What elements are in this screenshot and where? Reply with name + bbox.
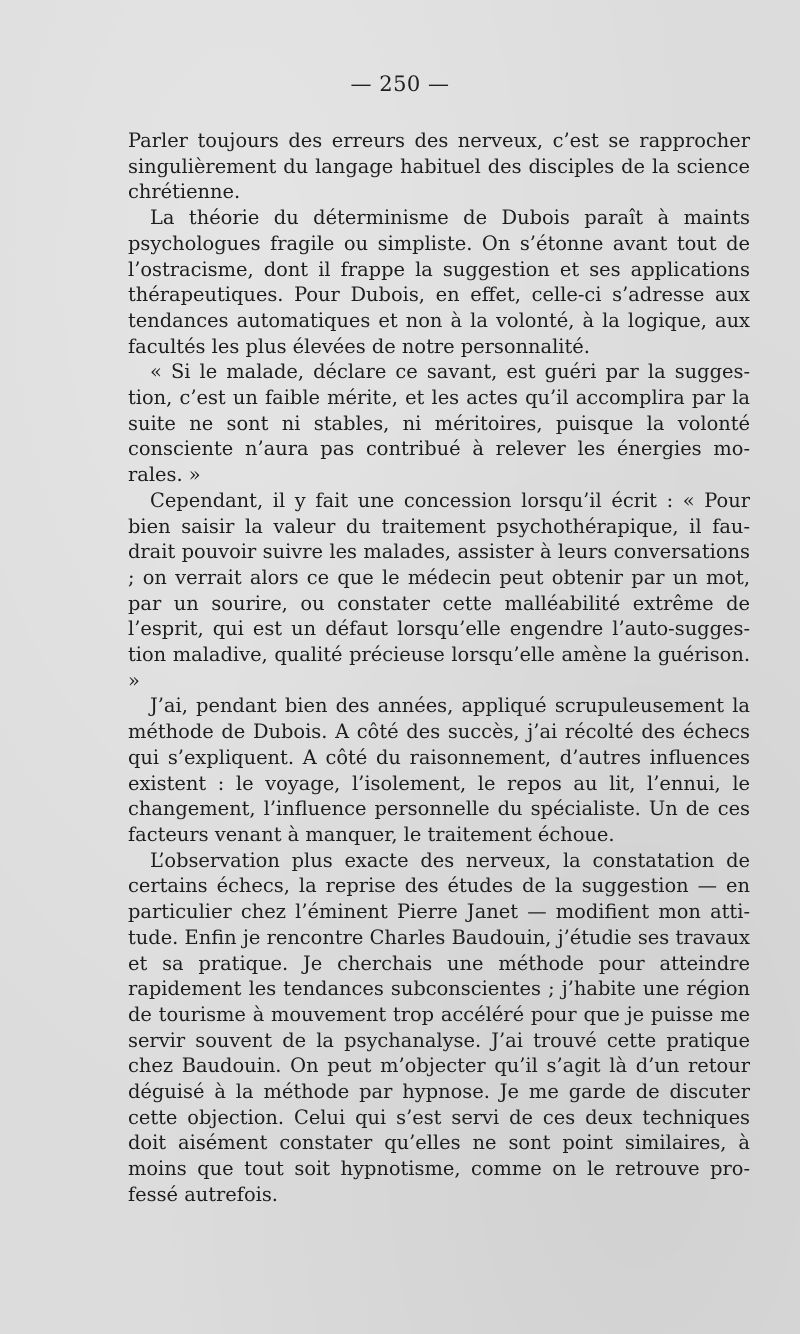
paragraph-4: Cependant, il y fait une concession lorsqu’il écrit : « Pour bien saisir la valeur du traitement psychothérapique, il faudrait pouvoir suivre les malades, assister à leurs conversations ; on verrait alors ce que le médecin peut obtenir par un mot, par un sourire, ou constater cette malléabilité extrême de l’esprit, qui est un défaut lorsqu’elle engendre l’auto-suggestion maladive, qualité précieuse lorsqu’elle amène la guérison. » bbox=[128, 488, 750, 692]
paragraph-5: J’ai, pendant bien des années, appliqué scrupuleusement la méthode de Dubois. A côté des succès, j’ai récolté des échecs qui s’expliquent. A côté du raisonnement, d’autres influences existent : le voyage, l’isolement, le repos au lit, l’ennui, le changement, l’influence personnelle du spécialiste. Un de ces facteurs venant à manquer, le traitement échoue. bbox=[128, 694, 750, 846]
paragraph-1: Parler toujours des erreurs des nerveux, c’est se rapprocher singulièrement du langage habituel des disciples de la science chrétienne. bbox=[128, 129, 750, 204]
page-number: — 250 — bbox=[350, 72, 450, 96]
body-text bbox=[128, 128, 750, 1208]
paragraph-3: « Si le malade, déclare ce savant, est guéri par la suggestion, c’est un faible mérite, et les actes qu’il accomplira par la suite ne sont ni stables, ni méritoires, puisque la volonté consciente n’aura pas contribué à relever les énergies morales. » bbox=[128, 360, 750, 487]
paragraph-2: La théorie du déterminisme de Dubois paraît à maints psychologues fragile ou simpliste. On s’étonne avant tout de l’ostracisme, dont il frappe la suggestion et ses applications thérapeutiques. Pour Dubois, en effet, celle-ci s’adresse aux tendances automatiques et non à la volonté, à la logique, aux facultés les plus élevées de notre personnalité. bbox=[128, 206, 750, 358]
paragraph-6: L’observation plus exacte des nerveux, la constatation de certains échecs, la reprise des études de la suggestion — en particulier chez l’éminent Pierre Janet — modifient mon attitude. Enfin je rencontre Charles Baudouin, j’étudie ses travaux et sa pratique. Je cherchais une méthode pour atteindre rapidement les tendances subconscientes ; j’habite une région de tourisme à mouvement trop accéléré pour que je puisse me servir souvent de la psychanalyse. J’ai trouvé cette pratique chez Baudouin. On peut m’objecter qu’il s’agit là d’un retour déguisé à la méthode par hypnose. Je me garde de discuter cette objection. Celui qui s’est servi de ces deux techniques doit aisément constater qu’elles ne sont point similaires, à moins que tout soit hypnotisme, comme on le retrouve professé autrefois. bbox=[128, 848, 750, 1206]
